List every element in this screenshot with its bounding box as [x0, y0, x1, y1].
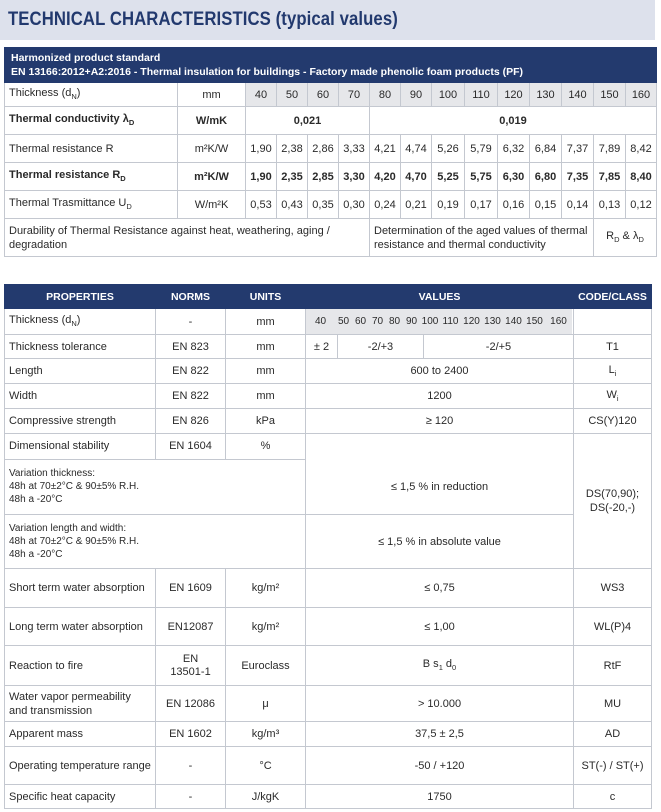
prop-thickness-label: Thickness $(d_N)$: [5, 309, 156, 335]
mini-thickness-value: 40: [306, 309, 335, 334]
durability-row: [5, 219, 657, 257]
tolerance-value-1: ± 2: [306, 335, 338, 359]
prop-thickness-norm: -: [156, 309, 226, 335]
transmittance-value: 0,21: [401, 191, 432, 219]
conductivity-value-b: 0,019: [370, 107, 657, 135]
mini-thickness-value: 120: [461, 309, 482, 334]
resistance-value: 8,42: [626, 135, 657, 163]
resistance-d-value: 3,30: [339, 163, 370, 191]
resistance-value: 3,33: [339, 135, 370, 163]
header-properties: PROPERTIES: [5, 285, 156, 309]
length-norm: EN 822: [156, 359, 226, 384]
tolerance-code: T1: [574, 335, 652, 359]
transmittance-value: 0,24: [370, 191, 401, 219]
temperature-norm: -: [156, 747, 226, 785]
header-values: VALUES: [306, 285, 574, 309]
long-water-norm: EN12087: [156, 608, 226, 646]
resistance-d-row: [5, 163, 657, 191]
conductivity-row: [5, 107, 657, 135]
compressive-unit: kPa: [226, 409, 306, 434]
width-label: Width: [5, 384, 156, 409]
short-water-norm: EN 1609: [156, 569, 226, 608]
heat-norm: -: [156, 785, 226, 809]
thermal-characteristics-table: [4, 47, 657, 257]
width-row: [5, 384, 652, 409]
transmittance-value: 0,53: [246, 191, 277, 219]
mass-value: 37,5 ± 2,5: [306, 722, 574, 747]
vapor-unit: μ: [226, 686, 306, 722]
tolerance-norm: EN 823: [156, 335, 226, 359]
transmittance-value: 0,17: [465, 191, 498, 219]
resistance-value: 5,79: [465, 135, 498, 163]
mini-thickness-value: 90: [403, 309, 420, 334]
resistance-d-value: 6,30: [498, 163, 530, 191]
vapor-norm: EN 12086: [156, 686, 226, 722]
transmittance-value: 0,30: [339, 191, 370, 219]
resistance-d-value: 2,85: [308, 163, 339, 191]
resistance-d-value: 4,20: [370, 163, 401, 191]
width-norm: EN 822: [156, 384, 226, 409]
mass-norm: EN 1602: [156, 722, 226, 747]
transmittance-value: 0,13: [594, 191, 626, 219]
short-water-label: Short term water absorption: [5, 569, 156, 608]
dimensional-code: [574, 434, 652, 569]
length-value: 600 to 2400: [306, 359, 574, 384]
vapor-code: MU: [574, 686, 652, 722]
resistance-d-value: 8,40: [626, 163, 657, 191]
compressive-norm: EN 826: [156, 409, 226, 434]
resistance-d-value: 6,80: [530, 163, 562, 191]
resistance-value: 6,32: [498, 135, 530, 163]
compressive-label: Compressive strength: [5, 409, 156, 434]
resistance-value: 7,89: [594, 135, 626, 163]
resistance-d-value: 1,90: [246, 163, 277, 191]
tolerance-value-2: -2/+3: [338, 335, 424, 359]
thickness-value: 100: [432, 83, 465, 107]
resistance-value: 5,26: [432, 135, 465, 163]
transmittance-row: [5, 191, 657, 219]
fire-norm: EN 13501-1: [156, 646, 226, 686]
mass-row: [5, 722, 652, 747]
transmittance-value: 0,12: [626, 191, 657, 219]
properties-header-row: [5, 285, 652, 309]
long-water-row: [5, 608, 652, 646]
compressive-value: ≥ 120: [306, 409, 574, 434]
short-water-unit: kg/m²: [226, 569, 306, 608]
resistance-value: 2,38: [277, 135, 308, 163]
header-norms: NORMS: [156, 285, 226, 309]
heat-unit: J/kgK: [226, 785, 306, 809]
length-unit: mm: [226, 359, 306, 384]
mass-label: Apparent mass: [5, 722, 156, 747]
header-code: CODE/CLASS: [574, 285, 652, 309]
resistance-d-unit: m²K/W: [178, 163, 246, 191]
long-water-value: ≤ 1,00: [306, 608, 574, 646]
determination-text: Determination of the aged values of thermal resistance and thermal conductivity: [370, 219, 594, 257]
tolerance-row: [5, 335, 652, 359]
var-length-label: Variation length and width: 48h at 70±2°C & 90±5% R.H. 48h a -20°C: [5, 514, 306, 568]
standard-header: [5, 48, 657, 83]
thickness-value: 110: [465, 83, 498, 107]
prop-thickness-code: [574, 309, 652, 335]
thickness-value: 80: [370, 83, 401, 107]
long-water-unit: kg/m²: [226, 608, 306, 646]
conductivity-unit: W/mK: [178, 107, 246, 135]
width-value: 1200: [306, 384, 574, 409]
fire-row: [5, 646, 652, 686]
thickness-value: 140: [562, 83, 594, 107]
thickness-value: 50: [277, 83, 308, 107]
temperature-code: ST(-) / ST(+): [574, 747, 652, 785]
thickness-value: 160: [626, 83, 657, 107]
mini-thickness-value: 140: [503, 309, 524, 334]
length-code: $L_i$: [574, 359, 652, 384]
resistance-d-value: 2,35: [277, 163, 308, 191]
short-water-code: WS3: [574, 569, 652, 608]
rd-lambda-d: $R_D$ & $\lambda_D$: [594, 219, 657, 257]
header-units: UNITS: [226, 285, 306, 309]
page-title: TECHNICAL CHARACTERISTICS (typical values): [0, 0, 655, 40]
resistance-d-value: 4,70: [401, 163, 432, 191]
long-water-code: WL(P)4: [574, 608, 652, 646]
mini-thickness-value: 160: [545, 309, 572, 334]
short-water-row: [5, 569, 652, 608]
width-unit: mm: [226, 384, 306, 409]
heat-value: 1750: [306, 785, 574, 809]
dimensional-values: [306, 434, 574, 569]
transmittance-label: Thermal Trasmittance $U_D$: [5, 191, 178, 219]
resistance-value: 7,37: [562, 135, 594, 163]
thickness-value: 60: [308, 83, 339, 107]
fire-unit: Euroclass: [226, 646, 306, 686]
dimensional-label: Dimensional stability: [5, 434, 156, 460]
mass-unit: kg/m³: [226, 722, 306, 747]
long-water-label: Long term water absorption: [5, 608, 156, 646]
compressive-row: [5, 409, 652, 434]
transmittance-value: 0,19: [432, 191, 465, 219]
fire-value: B $s_1$ $d_0$: [306, 646, 574, 686]
mini-thickness-value: 70: [369, 309, 386, 334]
width-code: $W_i$: [574, 384, 652, 409]
transmittance-value: 0,14: [562, 191, 594, 219]
length-label: Length: [5, 359, 156, 384]
resistance-label: Thermal resistance R: [5, 135, 178, 163]
var-length-value: ≤ 1,5 % in absolute value: [378, 535, 501, 548]
thickness-value: 70: [339, 83, 370, 107]
mini-thickness-value: 80: [386, 309, 403, 334]
prop-thickness-values: [306, 309, 574, 335]
temperature-value: -50 / +120: [306, 747, 574, 785]
thickness-value: 120: [498, 83, 530, 107]
var-thickness-value: ≤ 1,5 % in reduction: [306, 460, 573, 515]
transmittance-value: 0,15: [530, 191, 562, 219]
thickness-row: [5, 83, 657, 107]
resistance-value: 6,84: [530, 135, 562, 163]
mini-thickness-value: 150: [524, 309, 545, 334]
mini-thickness-value: 50: [335, 309, 352, 334]
resistance-value: 1,90: [246, 135, 277, 163]
dimensional-unit: %: [226, 434, 306, 460]
dim-code-2: DS(-20,-): [589, 502, 636, 514]
dimensional-norm: EN 1604: [156, 434, 226, 460]
tolerance-label: Thickness tolerance: [5, 335, 156, 359]
var-thickness-label: Variation thickness: 48h at 70±2°C & 90±5% R.H. 48h a -20°C: [5, 459, 306, 514]
conductivity-label: Thermal conductivity $\lambda_D$: [5, 107, 178, 135]
resistance-d-value: 5,75: [465, 163, 498, 191]
heat-label: Specific heat capacity: [5, 785, 156, 809]
transmittance-unit: W/m²K: [178, 191, 246, 219]
mini-thickness-value: 100: [420, 309, 440, 334]
conductivity-value-a: 0,021: [246, 107, 370, 135]
resistance-value: 4,74: [401, 135, 432, 163]
standard-header-row: [5, 48, 657, 83]
thickness-value: 40: [246, 83, 277, 107]
tolerance-value-3: -2/+5: [424, 335, 574, 359]
standard-line-1: Harmonized product standard: [11, 52, 161, 64]
heat-code: c: [574, 785, 652, 809]
temperature-row: [5, 747, 652, 785]
transmittance-value: 0,35: [308, 191, 339, 219]
prop-thickness-unit: mm: [226, 309, 306, 335]
dimensional-row: [5, 434, 652, 460]
thickness-value: 90: [401, 83, 432, 107]
mini-thickness-value: 110: [440, 309, 461, 334]
heat-row: [5, 785, 652, 809]
thickness-value: 150: [594, 83, 626, 107]
mini-thickness-value: 130: [482, 309, 503, 334]
durability-text: Durability of Thermal Resistance against heat, weathering, aging / degradation: [5, 219, 370, 257]
properties-table: [4, 284, 652, 809]
resistance-d-label: Thermal resistance $R_D$: [5, 163, 178, 191]
vapor-label: Water vapor permeability and transmission: [5, 686, 156, 722]
standard-line-2: EN 13166:2012+A2:2016 - Thermal insulation for buildings - Factory made phenolic foam products (PF): [11, 66, 523, 78]
compressive-code: CS(Y)120: [574, 409, 652, 434]
resistance-d-value: 7,35: [562, 163, 594, 191]
thickness-label: Thickness $(d_N)$: [5, 83, 178, 107]
dim-code-1: DS(70,90);: [585, 488, 640, 500]
resistance-d-value: 7,85: [594, 163, 626, 191]
resistance-value: 4,21: [370, 135, 401, 163]
vapor-row: [5, 686, 652, 722]
tolerance-unit: mm: [226, 335, 306, 359]
prop-thickness-row: [5, 309, 652, 335]
resistance-d-value: 5,25: [432, 163, 465, 191]
transmittance-value: 0,16: [498, 191, 530, 219]
resistance-row: [5, 135, 657, 163]
transmittance-value: 0,43: [277, 191, 308, 219]
temperature-unit: °C: [226, 747, 306, 785]
thickness-value: 130: [530, 83, 562, 107]
resistance-unit: m²K/W: [178, 135, 246, 163]
length-row: [5, 359, 652, 384]
short-water-value: ≤ 0,75: [306, 569, 574, 608]
thickness-unit: mm: [178, 83, 246, 107]
vapor-value: > 10.000: [306, 686, 574, 722]
fire-code: RtF: [574, 646, 652, 686]
mini-thickness-value: 60: [352, 309, 369, 334]
fire-label: Reaction to fire: [5, 646, 156, 686]
resistance-value: 2,86: [308, 135, 339, 163]
mass-code: AD: [574, 722, 652, 747]
temperature-label: Operating temperature range: [5, 747, 156, 785]
